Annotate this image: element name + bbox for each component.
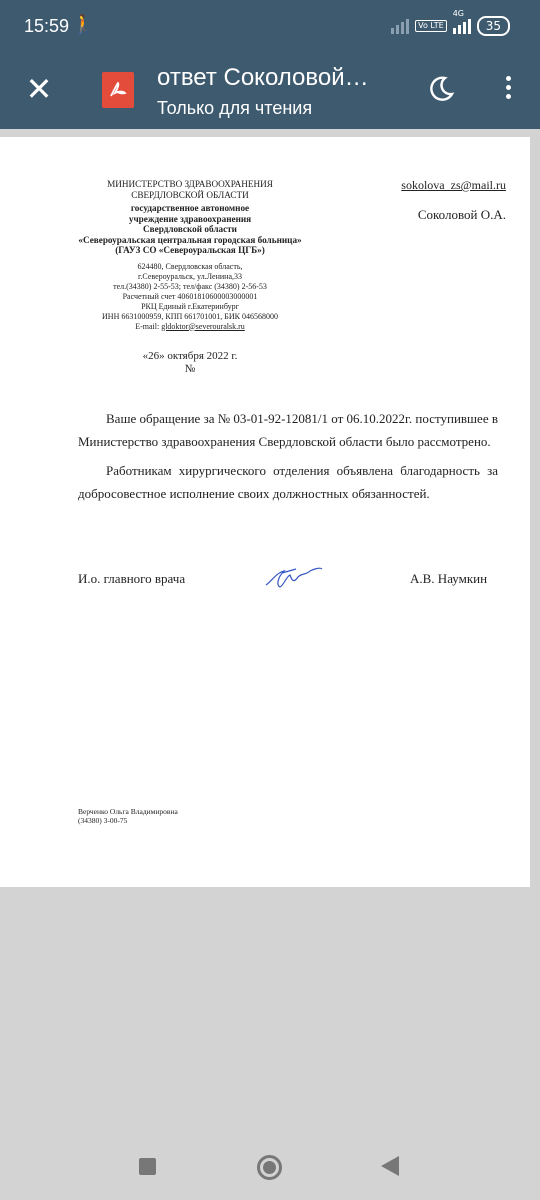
- letter-date: «26» октября 2022 г.: [142, 349, 238, 362]
- ministry-line-2: СВЕРДЛОВСКОЙ ОБЛАСТИ: [131, 189, 249, 200]
- org-email: [78, 322, 302, 332]
- address-line-1: 624480, Свердловская область,: [137, 261, 243, 271]
- org-email-link[interactable]: gldoktor@severouralsk.ru: [161, 321, 245, 331]
- address-line-4: Расчетный счет 40601810600003000001: [122, 291, 258, 301]
- more-options-icon[interactable]: [498, 76, 518, 99]
- network-type-label: 4G: [452, 9, 465, 18]
- email-prefix: E-mail:: [135, 321, 162, 331]
- battery-indicator: 35: [477, 16, 510, 36]
- address-line-5: РКЦ Единый г.Екатеринбург: [141, 301, 239, 311]
- volte-badge: Vo LTE: [415, 20, 447, 32]
- handwritten-signature: [262, 563, 326, 598]
- document-title: ответ Соколовой…: [157, 64, 369, 91]
- signer-name: А.В. Наумкин: [410, 571, 488, 586]
- letter-paragraph-1: Ваше обращение за № 03-01-92-12081/1 от 06.10.2022г. поступившее в Министерство здравоохранения Свердловской области было рассмотрено.: [78, 411, 498, 449]
- ministry-line-1: МИНИСТЕРСТВО ЗДРАВООХРАНЕНИЯ: [107, 179, 273, 189]
- status-time: 15:59: [24, 16, 70, 36]
- executor-phone: (34380) 3-00-75: [78, 816, 128, 825]
- executor-name: Верченко Ольга Владимировна: [78, 807, 178, 816]
- letter-number: №: [184, 362, 196, 375]
- status-icons: [391, 9, 510, 36]
- letter-paragraph-2: Работникам хирургического отделения объявлена благодарность за добросовестное исполнение своих должностных обязанностей.: [78, 463, 498, 501]
- org-line-5: (ГАУЗ СО «Североуральская ЦГБ»): [115, 245, 265, 255]
- address-line-6: ИНН 6631000959, КПП 661701001, БИК 046568000: [102, 311, 278, 321]
- home-circle-icon[interactable]: [257, 1155, 282, 1180]
- org-line-1: государственное автономное: [130, 203, 250, 213]
- recipient-email[interactable]: sokolova_zs@mail.ru: [401, 178, 506, 192]
- pdf-file-icon: [102, 72, 134, 108]
- read-only-label: Только для чтения: [157, 98, 313, 118]
- letter-body: [78, 407, 498, 511]
- wifi-signal-icon: [391, 18, 409, 34]
- executor-info: [78, 807, 178, 825]
- night-mode-moon-icon[interactable]: [426, 74, 456, 108]
- document-page: [0, 137, 530, 887]
- letterhead: [78, 179, 302, 375]
- org-address: [78, 262, 302, 332]
- walking-icon: 🚶: [72, 14, 95, 35]
- org-line-2: учреждение здравоохранения: [128, 213, 252, 224]
- close-icon[interactable]: ✕: [25, 70, 53, 108]
- back-triangle-icon[interactable]: [381, 1156, 399, 1176]
- recipient-name: Соколовой О.А.: [417, 207, 506, 222]
- signer-role: И.о. главного врача: [78, 571, 186, 586]
- app-toolbar: [0, 54, 540, 129]
- system-nav-bar: [0, 1130, 540, 1200]
- address-line-3: тел.(34380) 2-55-53; тел/факс (34380) 2-56-53: [113, 281, 267, 291]
- address-line-2: г.Североуральск, ул.Ленина,33: [138, 271, 242, 281]
- recent-apps-square-icon[interactable]: [139, 1158, 156, 1175]
- org-line-3: Свердловской области: [143, 224, 237, 234]
- status-bar: [0, 0, 540, 54]
- cell-signal-icon: [452, 9, 471, 34]
- org-line-4: «Североуральская центральная городская больница»: [78, 234, 302, 245]
